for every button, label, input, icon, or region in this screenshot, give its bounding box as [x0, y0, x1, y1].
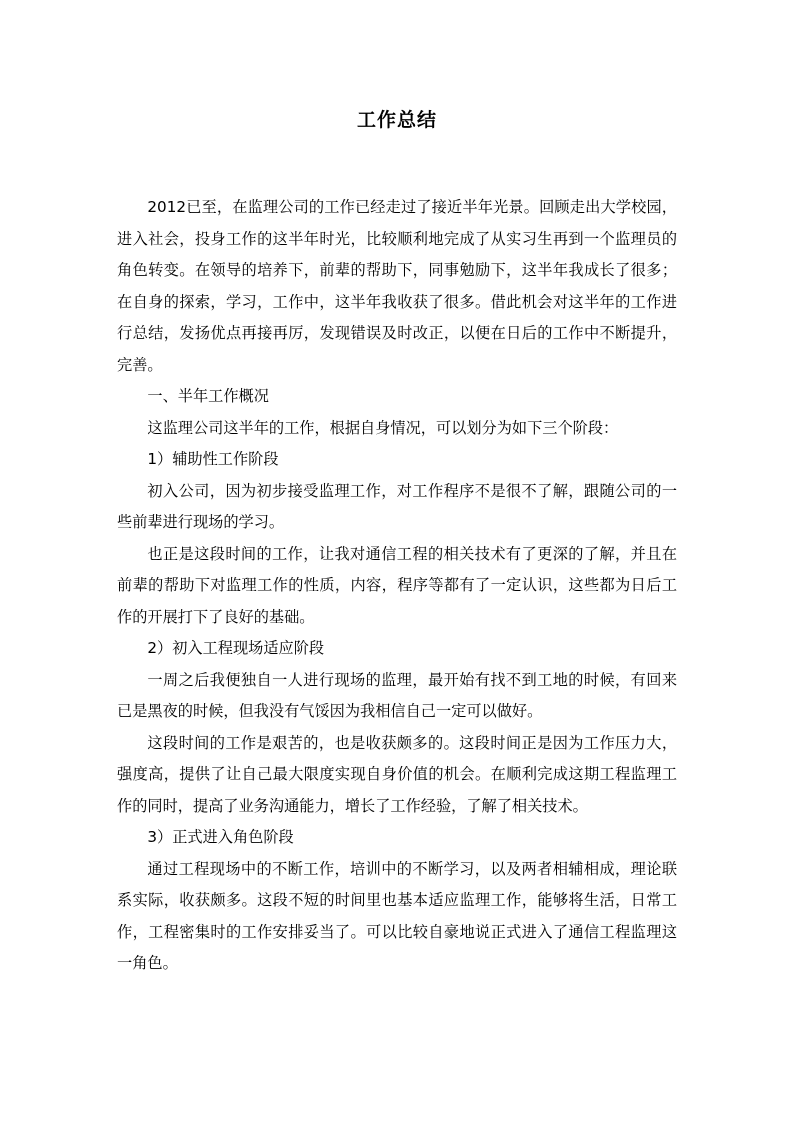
document-body [117, 192, 677, 980]
paragraph-stage-1a: 初入公司，因为初步接受监理工作，对工作程序不是很不了解，跟随公司的一些前辈进行现场的学习。 [117, 481, 677, 531]
paragraph-stage-3: 通过工程现场中的不断工作，培训中的不断学习，以及两者相辅相成，理论联系实际，收获颇多。这段不短的时间里也基本适应监理工作，能够将生活，日常工作，工程密集时的工作安排妥当了。可以比较自豪地说正式进入了通信工程监理这一角色。 [117, 859, 677, 972]
paragraph-stages-intro: 这监理公司这半年的工作，根据自身情况，可以划分为如下三个阶段： [147, 418, 619, 437]
stage-heading-3: 3）正式进入角色阶段 [147, 828, 294, 846]
stage-heading-2: 2）初入工程现场适应阶段 [147, 639, 325, 657]
stage-heading-1: 1）辅助性工作阶段 [147, 450, 279, 468]
paragraph-stage-1b: 也正是这段时间的工作，让我对通信工程的相关技术有了更深的了解，并且在前辈的帮助下对监理工作的性质，内容，程序等都有了一定认识，这些都为日后工作的开展打下了良好的基础。 [117, 544, 677, 626]
document-title: 工作总结 [356, 109, 437, 131]
paragraph-stage-2b: 这段时间的工作是艰苦的，也是收获颇多的。这段时间正是因为工作压力大，强度高，提供了让自己最大限度实现自身价值的机会。在顺利完成这期工程监理工作的同时，提高了业务沟通能力，增长了工作经验，了解了相关技术。 [117, 733, 677, 815]
section-heading-overview: 一、半年工作概况 [147, 387, 269, 405]
paragraph-intro: 2012已至，在监理公司的工作已经走过了接近半年光景。回顾走出大学校园，进入社会，投身工作的这半年时光，比较顺利地完成了从实习生再到一个监理员的角色转变。在领导的培养下，前辈的帮助下，同事勉励下，这半年我成长了很多；在自身的探索，学习，工作中，这半年我收获了很多。借此机会对这半年的工作进行总结，发扬优点再接再厉，发现错误及时改正，以便在日后的工作中不断提升，完善。 [117, 198, 677, 374]
paragraph-stage-2a: 一周之后我便独自一人进行现场的监理，最开始有找不到工地的时候，有回来已是黑夜的时候，但我没有气馁因为我相信自己一定可以做好。 [117, 670, 677, 720]
